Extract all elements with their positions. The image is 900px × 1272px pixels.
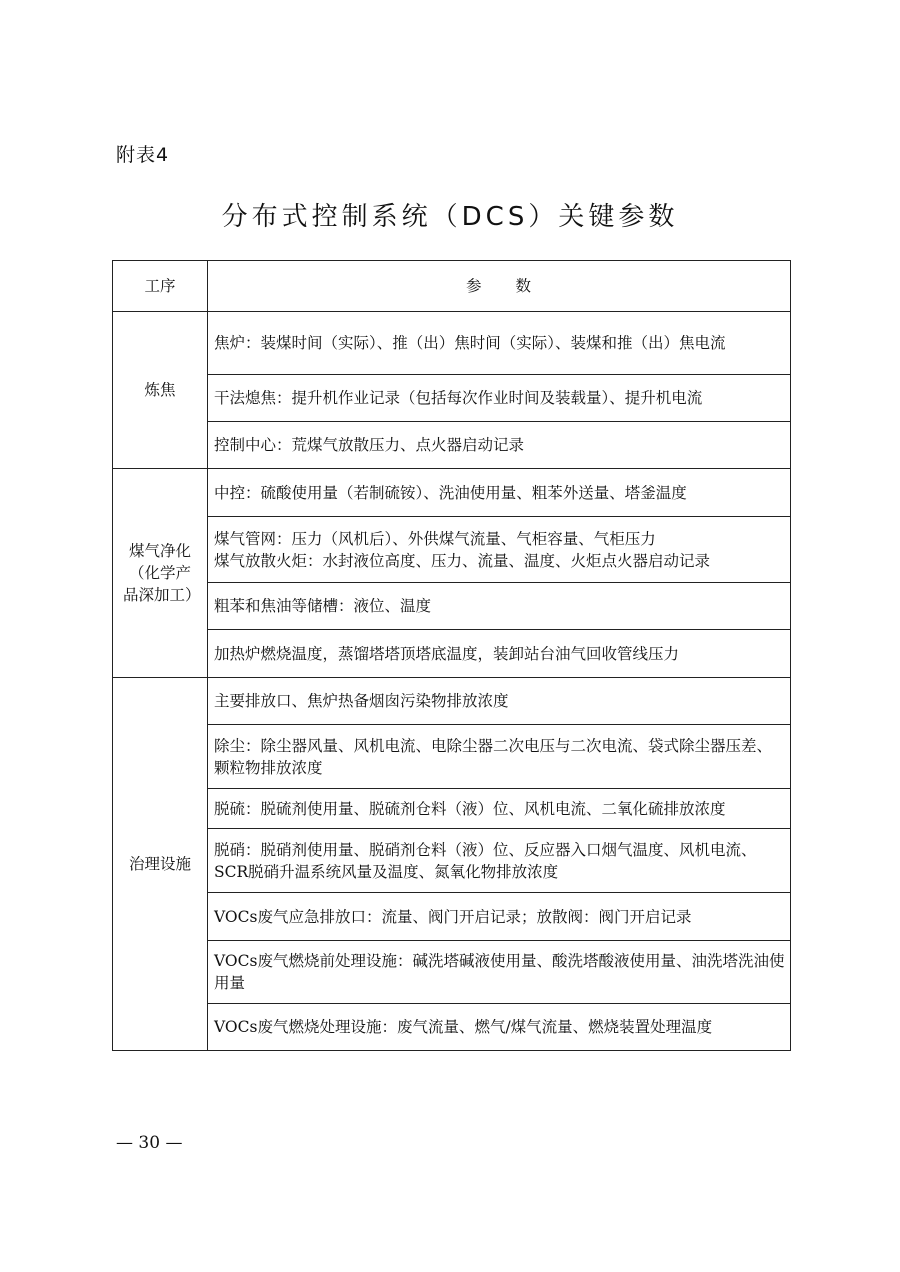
table-row: [113, 312, 791, 375]
param-cell: 加热炉燃烧温度，蒸馏塔塔顶塔底温度，装卸站台油气回收管线压力: [208, 630, 791, 678]
table-row: [113, 893, 791, 941]
table-header-row: [113, 261, 791, 312]
parameters-table: [112, 260, 791, 1051]
table-row: [113, 829, 791, 893]
table-row: [113, 375, 791, 422]
param-cell: VOCs废气燃烧处理设施：废气流量、燃气/煤气流量、燃烧装置处理温度: [208, 1004, 791, 1051]
attachment-label: 附表4: [116, 144, 170, 166]
table-row: [113, 469, 791, 517]
param-cell: 主要排放口、焦炉热备烟囱污染物排放浓度: [208, 678, 791, 725]
param-cell: 粗苯和焦油等储槽：液位、温度: [208, 583, 791, 630]
document-title: 分布式控制系统（DCS）关键参数: [221, 202, 679, 232]
page-number: — 30 —: [116, 1133, 183, 1153]
param-cell: 煤气管网：压力（风机后）、外供煤气流量、气柜容量、气柜压力 煤气放散火炬：水封液位高度、压力、流量、温度、火炬点火器启动记录: [208, 517, 791, 583]
table-row: [113, 725, 791, 789]
param-cell: VOCs废气燃烧前处理设施：碱洗塔碱液使用量、酸洗塔酸液使用量、油洗塔洗油使用量: [208, 941, 791, 1004]
table-row: [113, 789, 791, 829]
param-cell: 脱硝：脱硝剂使用量、脱硝剂仓料（液）位、反应器入口烟气温度、风机电流、SCR脱硝升温系统风量及温度、氮氧化物排放浓度: [208, 829, 791, 893]
table-row: [113, 1004, 791, 1051]
stage-cell: 炼焦: [113, 312, 208, 469]
param-cell: 控制中心：荒煤气放散压力、点火器启动记录: [208, 422, 791, 469]
param-cell: 中控：硫酸使用量（若制硫铵）、洗油使用量、粗苯外送量、塔釜温度: [208, 469, 791, 517]
header-params: 参数: [208, 261, 791, 312]
table-row: [113, 583, 791, 630]
table-row: [113, 517, 791, 583]
param-cell: 除尘：除尘器风量、风机电流、电除尘器二次电压与二次电流、袋式除尘器压差、颗粒物排放浓度: [208, 725, 791, 789]
table-row: [113, 941, 791, 1004]
table-row: [113, 630, 791, 678]
stage-cell: 煤气净化（化学产品深加工）: [113, 469, 208, 678]
table-row: [113, 422, 791, 469]
stage-cell: 治理设施: [113, 678, 208, 1051]
header-stage: 工序: [113, 261, 208, 312]
table-row: [113, 678, 791, 725]
param-cell: 干法熄焦：提升机作业记录（包括每次作业时间及装载量）、提升机电流: [208, 375, 791, 422]
param-cell: VOCs废气应急排放口：流量、阀门开启记录；放散阀：阀门开启记录: [208, 893, 791, 941]
param-cell: 焦炉：装煤时间（实际）、推（出）焦时间（实际）、装煤和推（出）焦电流: [208, 312, 791, 375]
param-cell: 脱硫：脱硫剂使用量、脱硫剂仓料（液）位、风机电流、二氧化硫排放浓度: [208, 789, 791, 829]
